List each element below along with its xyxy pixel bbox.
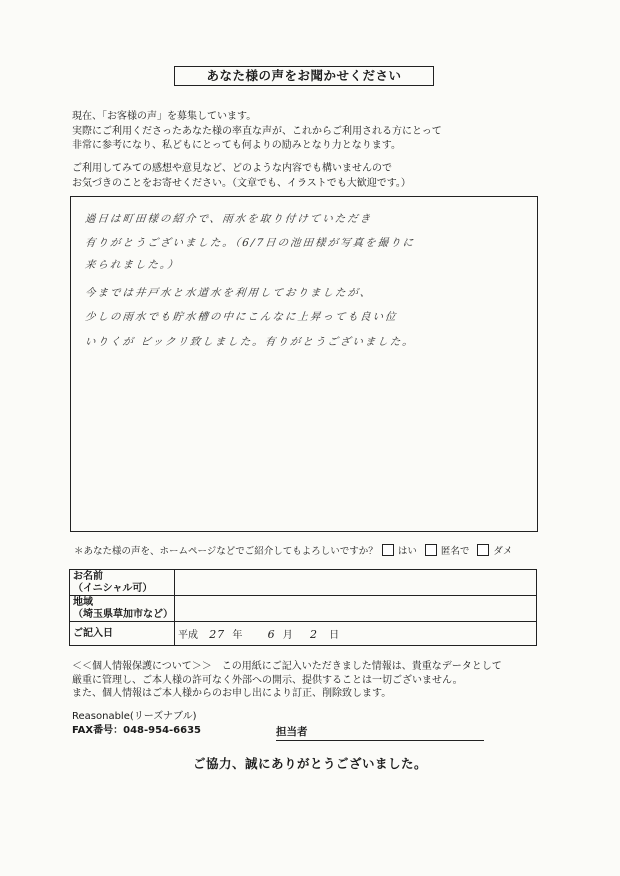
handwritten-line: 有りがとうございました。（6/7日の池田様が写真を撮りに [84, 237, 416, 249]
form-title: あなた様の声をお聞かせください [174, 66, 434, 86]
consent-no-checkbox[interactable] [477, 544, 489, 556]
date-day-unit: 日 [329, 630, 340, 641]
consent-question: ＊あなた様の声を、ホームページなどでご紹介してもよろしいですか？ [74, 546, 378, 557]
fax-number: FAX番号：048-954-6635 [72, 725, 202, 736]
name-label: お名前 [73, 570, 103, 582]
date-label-cell [70, 622, 175, 646]
date-label: ご記入日 [73, 627, 113, 639]
name-sub-label: （イニシャル可） [73, 582, 153, 594]
company-name: Reasonable(リーズナブル) [72, 711, 197, 722]
privacy-line: ＜＜個人情報保護について＞＞ この用紙にご記入いただきました情報は、貴重なデータとして [72, 661, 502, 672]
region-sub-label: （埼玉県草加市など） [73, 608, 173, 620]
privacy-line: また、個人情報はご本人様からのお申し出により訂正、削除致します。 [72, 688, 392, 699]
request-line: お気づきのことをお寄せください。（文章でも、イラストでも大歓迎です。） [72, 177, 411, 189]
privacy-line: 厳重に管理し、ご本人様の許可なく外部への開示、提供することは一切ございません。 [72, 674, 463, 686]
consent-yes-label: はい [397, 546, 417, 557]
intro-text [72, 110, 442, 154]
thank-you-message: ご協力、誠にありがとうございました。 [192, 756, 427, 771]
date-year-unit: 年 [232, 630, 243, 641]
consent-yes-checkbox[interactable] [382, 544, 394, 556]
staff-label: 担当者 [276, 726, 308, 738]
name-label-cell [70, 570, 175, 596]
consent-anonymous-label: 匿名で [440, 546, 470, 557]
consent-row [74, 543, 512, 557]
name-field[interactable] [175, 570, 537, 596]
intro-line: 現在、「お客様の声」を募集しています。 [72, 111, 257, 122]
date-field[interactable] [175, 622, 537, 646]
intro-line: 非常に参考になり、私どもにとっても何よりの励みとなり力となります。 [72, 140, 401, 151]
handwritten-line: 来られました。） [84, 259, 181, 271]
date-day-value: 2 [309, 628, 318, 641]
handwritten-line: 今までは井戸水と水道水を利用しておりましたが、 [84, 287, 374, 299]
customer-info-table [69, 569, 537, 646]
handwritten-line: いりくが ビックリ致しました。有りがとうございました。 [84, 336, 416, 348]
request-line: ご利用してみての感想や意見など、どのような内容でも構いませんので [72, 163, 392, 174]
region-label-cell [70, 596, 175, 622]
privacy-notice [72, 660, 502, 701]
date-year-value: 27 [209, 628, 226, 641]
consent-anonymous-checkbox[interactable] [425, 544, 437, 556]
handwritten-line: 過日は町田様の紹介で、雨水を取り付けていただき [84, 213, 373, 225]
consent-no-label: ダメ [493, 546, 513, 557]
company-info [72, 710, 201, 738]
date-era: 平成 [178, 630, 198, 641]
intro-line: 実際にご利用くださったあなた様の率直な声が、これからご利用される方にとって [72, 125, 442, 137]
request-text [72, 162, 411, 191]
handwritten-line: 少しの雨水でも貯水槽の中にこんなに上昇っても良い位 [84, 311, 399, 323]
date-month-unit: 月 [282, 630, 293, 641]
region-field[interactable] [175, 596, 537, 622]
staff-signature-line[interactable] [276, 724, 484, 741]
region-label: 地域 [73, 596, 93, 608]
date-month-value: 6 [267, 628, 276, 641]
comment-box [70, 196, 538, 532]
